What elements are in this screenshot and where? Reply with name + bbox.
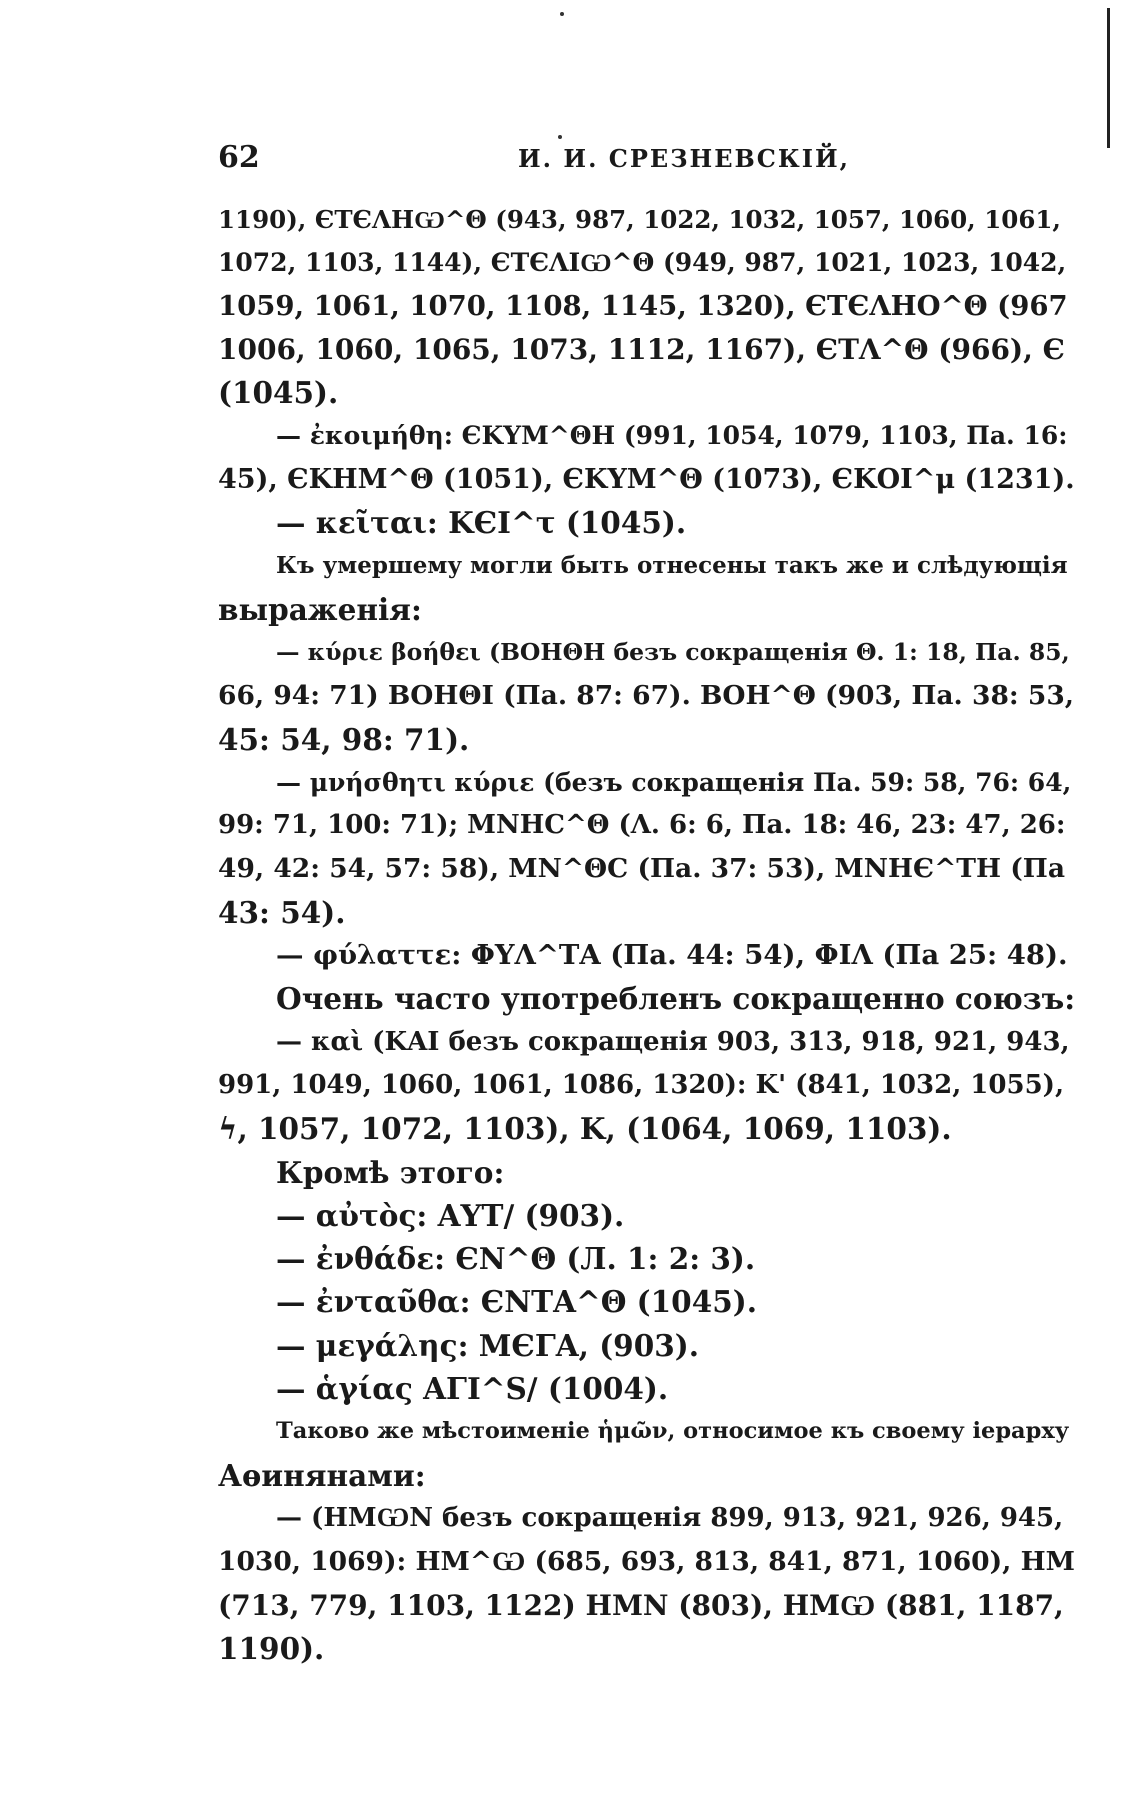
text-line: — (ΗΜѠΝ безъ сокращенія 899, 913, 921, 926, 945, <box>276 1502 1064 1533</box>
text-line: — κύριε βοήθει (ΒΟΗΘΗ безъ сокращенія Θ. 1: 18, Па. 85, <box>276 637 1070 666</box>
text-line: выраженія: <box>218 591 422 627</box>
text-line: 1030, 1069): ΗΜ^Ѡ (685, 693, 813, 841, 871, 1060), ΗΜ <box>218 1546 1075 1578</box>
text-line: 43: 54). <box>218 894 346 930</box>
text-line: 1072, 1103, 1144), ЄТЄΛΙѠ^Θ (949, 987, 1021, 1023, 1042, <box>218 248 1067 278</box>
text-line: — μεγάλης: ΜЄΓΑ, (903). <box>276 1327 699 1363</box>
text-line: 45), ЄΚΗΜ^Θ (1051), ЄΚΥΜ^Θ (1073), ЄΚΟΙ^μ (1231). <box>218 463 1075 495</box>
text-line: — ἐκοιμήθη: ЄΚΥΜ^ΘΗ (991, 1054, 1079, 1103, Па. 16: <box>276 421 1068 451</box>
text-line: — μνήσθητι κύριε (безъ сокращенія Па. 59: 58, 76: 64, <box>276 767 1072 797</box>
text-line: (713, 779, 1103, 1122) ΗΜΝ (803), ΗΜѠ (881, 1187, <box>218 1588 1064 1622</box>
text-line: Аѳинянами: <box>218 1457 426 1493</box>
page-body <box>218 198 1076 1670</box>
text-line: 991, 1049, 1060, 1061, 1086, 1320): Κ' (841, 1032, 1055), <box>218 1069 1065 1100</box>
running-title: И. И. СРЕЗНЕВСКІЙ, <box>518 144 850 173</box>
text-line: 1190), ЄТЄΛΗѠ^Θ (943, 987, 1022, 1032, 1057, 1060, 1061, <box>218 205 1061 234</box>
text-line: 99: 71, 100: 71); ΜΝΗϹ^Θ (Λ. 6: 6, Па. 18: 46, 23: 47, 26: <box>218 810 1066 841</box>
page-header <box>218 140 1058 180</box>
text-line: Кромѣ этого: <box>276 1154 505 1190</box>
text-line: 66, 94: 71) ΒΟΗΘΙ (Па. 87: 67). ΒΟΗ^Θ (903, Па. 38: 53, <box>218 680 1074 712</box>
text-line: — αὐτὸς: ΑΥΤ/ (903). <box>276 1197 625 1233</box>
text-line: 1006, 1060, 1065, 1073, 1112, 1167), ЄΤΛ^Θ (966), Є <box>218 332 1065 366</box>
scan-speck <box>560 12 564 16</box>
text-line: (1045). <box>218 375 339 411</box>
text-line: ϟ, 1057, 1072, 1103), Κ, (1064, 1069, 1103). <box>218 1111 952 1147</box>
text-line: Къ умершему могли быть отнесены такъ же и слѣдующія <box>276 552 1068 580</box>
scan-speck <box>558 135 562 139</box>
scan-edge-rule <box>1107 8 1110 148</box>
page-number: 62 <box>218 140 260 175</box>
text-line: — ἐνταῦθα: ЄΝΤΑ^Θ (1045). <box>276 1284 757 1320</box>
text-line: — ἐνθάδε: ЄΝ^Θ (Л. 1: 2: 3). <box>276 1241 756 1277</box>
text-line: — καὶ (ΚΑΙ безъ сокращенія 903, 313, 918, 921, 943, <box>276 1026 1070 1057</box>
text-line: 45: 54, 98: 71). <box>218 721 470 757</box>
text-line: 1190). <box>218 1630 325 1666</box>
text-line: — φύλαττε: ΦΥΛ^ΤΑ (Па. 44: 54), ΦΙΛ (Па 25: 48). <box>276 939 1068 972</box>
text-line: 1059, 1061, 1070, 1108, 1145, 1320), ЄТЄΛΗΟ^Θ (967 <box>218 289 1068 322</box>
text-line: Очень часто употребленъ сокращенно союзъ: <box>276 981 1076 1017</box>
text-line: 49, 42: 54, 57: 58), ΜΝ^ΘϹ (Па. 37: 53), ΜΝΗЄ^ΤΗ (Па <box>218 853 1065 885</box>
text-line: — ἁγίας ΑΓΙ^S/ (1004). <box>276 1371 669 1407</box>
text-line: Таково же мѣстоименіе ἡμῶν, относимое къ своему іерарху <box>276 1418 1070 1445</box>
text-line: — κεῖται: ΚЄΙ^τ (1045). <box>276 505 687 541</box>
